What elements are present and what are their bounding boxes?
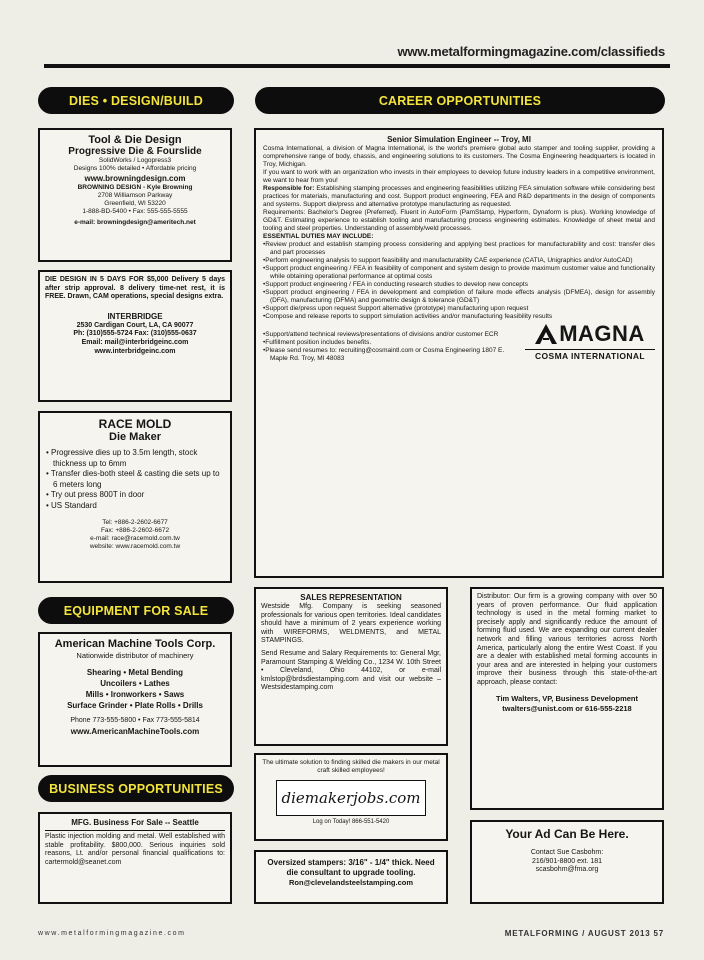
cosma-logo-text: COSMA INTERNATIONAL [525, 349, 655, 361]
list-item: • US Standard [46, 500, 97, 510]
duty-text: Support product engineering / FEA in development and completion of failure mode effects analysis (DFMEA), design for assembly (DFA), manufacturing (DFMA) and geometric design & tolerance (GD&T) [265, 289, 655, 304]
footer-page: METALFORMING / AUGUST 2013 57 [504, 929, 664, 938]
ad-contact: Tim Walters, VP, Business Development [496, 693, 638, 703]
ad-title: Tool & Die Design [88, 134, 182, 146]
duty-item: •Compose and release reports to support simulation activities and/or manufacturing feasibility results [263, 313, 553, 320]
duty-text: Review product and establish stamping process considering and applying best practices for manufacturability and cost: transfer dies and part processes [265, 241, 655, 256]
ad-diemakerjobs [254, 753, 448, 841]
ad-title: Your Ad Can Be Here. [505, 827, 629, 841]
duty-text: Support product engineering / FEA in feasibility of component and system design to provide maximum customer value and functionality while obtaining operational performance at optimal costs [265, 265, 655, 280]
job-title: Senior Simulation Engineer -- Troy, MI [387, 135, 531, 144]
ad-email[interactable]: Email: mail@interbridgeinc.com [81, 338, 189, 346]
ad-email[interactable]: e-mail: race@racemold.com.tw [90, 535, 180, 542]
ad-oversized-stampers [254, 850, 448, 904]
ad-line: SolidWorks / Logopress3 [98, 157, 172, 164]
job-intro: Cosma International, a division of Magna International, is the world's premiere global auto stamper and tooling supplier, providing a comprehensive range of body, chassis, and engineering solutions to its customers. The Cosma Engineering headquarters is located in Troy, Michigan. [263, 145, 655, 168]
ad-title: RACE MOLD [98, 417, 172, 431]
ad-line: 216/901-8800 ext. 181 [531, 857, 603, 865]
ad-email[interactable]: scasbohm@fma.org [535, 866, 599, 874]
ad-item: Uncoilers • Lathes [100, 679, 170, 688]
ad-subtitle: Die Maker [109, 431, 161, 443]
duty-text: Fulfillment position includes benefits. [265, 339, 372, 346]
ad-phone: Phone 773-555-5800 • Fax 773-555-5814 [70, 717, 200, 724]
ad-address: Greenfield, WI 53220 [104, 200, 166, 207]
duties-list [263, 241, 655, 321]
duty-text: Compose and release reports to support simulation activities and/or manufacturing feasibility results [265, 313, 553, 320]
duties-label: ESSENTIAL DUTIES MAY INCLUDE: [263, 233, 374, 240]
ad-email[interactable]: e-mail: browningdesign@ameritech.net [74, 219, 196, 226]
ad-mfg-business [38, 812, 232, 904]
ad-phone: Ph: (310)555-5724 Fax: (310)555-0637 [73, 330, 197, 338]
ad-text2: Send Resume and Salary Requirements to: General Mgr, Paramount Stamping & Welding Co., 1234 W. 10th Street • Cleveland, Ohio 44102, or e-mail kmlstop@brdsdiestamping.com and visit our website – Westsidestamping.com [261, 649, 441, 692]
duties-list-cont [263, 331, 518, 363]
ad-item: Surface Grinder • Plate Rolls • Drills [67, 701, 203, 710]
duty-item: •Please send resumes to: recruiting@cosmaintl.com or Cosma Engineering 1807 E. Maple Rd. Troy, MI 48083 [263, 347, 505, 362]
list-item: • Transfer dies-both steel & casting die sets up to 6 meters long [46, 469, 220, 489]
ad-email[interactable]: Ron@clevelandsteelstamping.com [288, 878, 413, 887]
section-header-career: CAREER OPPORTUNITIES [255, 87, 665, 114]
list-item: • Try out press 800T in door [46, 490, 145, 499]
duty-item: •Support product engineering / FEA in development and completion of failure mode effects analysis (DFMEA), design for assembly (DFA), manufacturing (DFMA) and geometric design & tolerance (GD&T) [263, 289, 655, 304]
ad-company: BROWNING DESIGN - Kyle Browning [77, 184, 193, 191]
ad-name: INTERBRIDGE [107, 311, 163, 321]
list-item-text: Progressive dies up to 3.5m length, stock thickness up to 6mm [51, 448, 198, 468]
list-item-text: Transfer dies-both steel & casting die sets up to 6 meters long [50, 469, 220, 489]
ad-sales-representation [254, 587, 448, 746]
header-url: www.metalformingmagazine.com/classifieds [397, 44, 665, 59]
duty-text: Support die/press upon request Support alternative (prototype) manufacturing upon request [265, 305, 529, 312]
magna-a-icon [535, 324, 557, 344]
ad-american-machine-tools [38, 632, 232, 767]
duty-text: Please send resumes to: recruiting@cosmaintl.com or Cosma Engineering 1807 E. Maple Rd. Troy, MI 48083 [265, 347, 505, 362]
ad-your-ad-here [470, 820, 664, 904]
duty-item: •Support product engineering / FEA in feasibility of component and system design to provide maximum customer value and functionality while obtaining operational performance at optimal costs [263, 265, 655, 280]
ad-item: Mills • Ironworkers • Saws [85, 690, 185, 699]
resp-label: Responsible for: [263, 185, 315, 192]
footer-url: www.metalformingmagazine.com [38, 930, 186, 937]
ad-fax: Fax: +886-2-2602-6672 [100, 527, 170, 534]
ad-text: DIE DESIGN IN 5 DAYS FOR $5,000 Delivery 5 days after strip approval. 8 delivery time-net rest, it is FREE. Drawn, CAM operations, special designs extra. [45, 276, 225, 301]
duty-text: Support/attend technical reviews/presentations of divisions and/or customer ECR [265, 331, 499, 338]
ad-title: MFG. Business For Sale -- Seattle [71, 818, 199, 827]
ad-web[interactable]: website: www.racemold.com.tw [89, 543, 181, 550]
ad-subtitle: Progressive Die & Fourslide [68, 146, 202, 157]
ad-distributor [470, 587, 664, 810]
diemakerjobs-logo[interactable] [276, 780, 426, 816]
duty-item: •Support die/press upon request Support alternative (prototype) manufacturing upon request [263, 305, 529, 312]
list-item-text: Try out press 800T in door [50, 490, 145, 499]
duty-item: •Fulfillment position includes benefits. [263, 339, 372, 346]
ad-footer: Log on Today! 866-551-5420 [312, 819, 390, 825]
ad-tool-die-design [38, 128, 232, 262]
resp-text: Establishing stamping processes and engineering feasibilities utilizing FEA simulation software while considering best practices for materials, manufacturing and cost. Support product engineering, FEA and R&D departments in the design of components and systems. Support die/press and alternative prototype manufacturing as requested. [263, 185, 655, 208]
section-header-equipment: EQUIPMENT FOR SALE [38, 597, 234, 624]
ad-text: Plastic injection molding and metal. Well established with stable profitability. $800,000. Serious inquiries sold reasons, Lt. and/or personal financial qualifications to: cartermold@seanet.com [45, 833, 225, 866]
section-header-dies: DIES • DESIGN/BUILD [38, 87, 234, 114]
ad-interbridge [38, 270, 232, 402]
duty-item: •Perform engineering analysis to support feasibility and manufacturability CAE experience (CATIA, Unigraphics and/or AutoCAD) [263, 257, 633, 264]
duty-item: •Review product and establish stamping process considering and applying best practices for manufacturability and cost: transfer dies and part processes [263, 241, 655, 256]
ad-web[interactable]: www.AmericanMachineTools.com [70, 726, 200, 736]
ad-text: Distributor: Our firm is a growing company with over 50 years of proven performance. Our fluid application technology is used in the metal forming market to precisely apply and significantly reduce the amount of forming fluid used. We are expanding our current dealer network and filling various territories across North America, particularly along the entire West Coast. If you are a dealer with established metal forming accounts in your area and are interested in helping your customers improve their business through this state-of-the-art approach, please contact: [477, 593, 657, 686]
ad-item: Shearing • Metal Bending [86, 668, 184, 677]
ad-text: The ultimate solution to finding skilled die makers in our metal craft skilled employees! [262, 759, 440, 774]
list-item: • Progressive dies up to 3.5m length, stock thickness up to 6mm [46, 448, 198, 468]
ad-cosma-career [254, 128, 664, 578]
ad-race-mold [38, 411, 232, 583]
ad-line: Contact Sue Casbohm: [530, 849, 604, 856]
section-header-business: BUSINESS OPPORTUNITIES [38, 775, 234, 802]
ad-text: Oversized stampers: 3/16" - 1/4" thick. Need die consultant to upgrade tooling. [267, 858, 435, 877]
duty-item: •Support product engineering / FEA in conducting research studies to develop new concepts [263, 281, 528, 288]
duty-text: Perform engineering analysis to support feasibility and manufacturability CAE experience (CATIA, Unigraphics and/or AutoCAD) [265, 257, 633, 264]
ad-text: Westside Mfg. Company is seeking seasoned professionals for various open territories. Ideal candidates should have a minimum of 2 years experience working with WIREFORMS, WELDMENTS, and METAL STAMPINGS. [261, 603, 441, 645]
ad-web[interactable]: www.interbridgeinc.com [94, 347, 176, 355]
header-rule [44, 64, 670, 68]
ad-web[interactable]: www.browningdesign.com [84, 174, 186, 183]
ad-phone: 1-888-BD-5400 • Fax: 555-555-5555 [82, 208, 188, 215]
ad-title: SALES REPRESENTATION [300, 593, 402, 602]
ad-tel: Tel: +886-2-2602-6677 [102, 519, 168, 526]
list-item-text: US Standard [51, 500, 97, 510]
ad-title: American Machine Tools Corp. [54, 638, 216, 650]
logo-text: diemakerjobs.com [281, 789, 421, 807]
magna-logo [525, 321, 655, 363]
magna-logo-text: MAGNA [559, 321, 645, 346]
duty-item: •Support/attend technical reviews/presentations of divisions and/or customer ECR [263, 331, 499, 338]
ad-line: Designs 100% detailed • Affordable pricing [73, 165, 197, 172]
ad-contact-email[interactable]: twalters@unist.com or 616-555-2218 [502, 703, 632, 713]
ad-address: 2708 Williamson Parkway [97, 192, 173, 199]
duty-text: Support product engineering / FEA in conducting research studies to develop new concepts [265, 281, 528, 288]
ad-address: 2530 Cardigan Court, LA, CA 90077 [76, 321, 194, 329]
ad-subtitle: Nationwide distributor of machinery [76, 651, 194, 660]
job-requirements: Requirements: Bachelor's Degree (Preferred). Fluent in AutoForm (PamStamp, Hyperform, Dynaform is plus). Working knowledge of GD&T. Estimating experience to establish tooling and manufacturing process engineering estimates. Knowledge of sheet metal and tooling and steel properties. Understanding of assembly/weld processes. [263, 209, 655, 232]
job-intro2: If you want to work with an organization who invests in their employees to develop future industry leaders in a competitive environment, we want to hear from you! [263, 169, 655, 184]
